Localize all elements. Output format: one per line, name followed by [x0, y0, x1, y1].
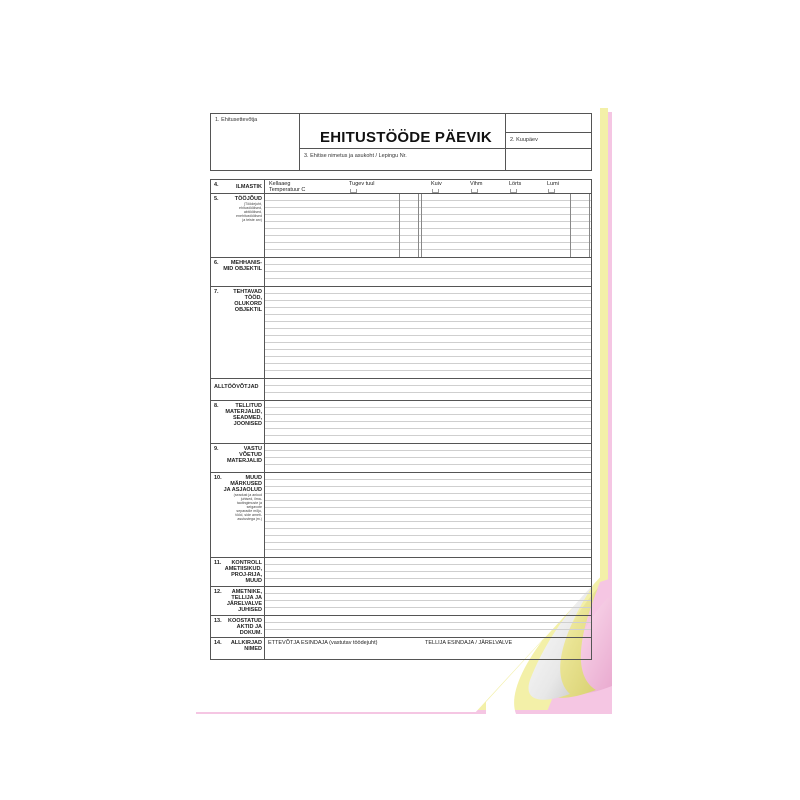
- weather-wind[interactable]: [349, 181, 374, 193]
- signatures-num: 14.: [214, 640, 222, 647]
- remarks-sublabel: (seadust ja ankud juhised, ilma- taotingimuste ja seigavote separadie mõju, tööd, side ameti- asutustega jm.): [233, 493, 262, 521]
- weather-rain-label: Vihm: [470, 181, 483, 187]
- works-num: 7.: [214, 289, 219, 295]
- remarks-label: MUUD MÄRKUSED JA ASJAOLUD: [223, 475, 262, 494]
- machinery-num: 6.: [214, 260, 219, 266]
- documents-lines[interactable]: [265, 616, 591, 637]
- instructions-section-label: [211, 587, 265, 615]
- weather-snow-label: Lumi: [547, 181, 559, 187]
- inspection-label: KONTROLL AMETIISIKUD, PROJ-RIJA, MUUD: [224, 560, 262, 585]
- workforce-num: 5.: [214, 196, 219, 202]
- form-title: EHITUSTÖÖDE PÄEVIK: [320, 129, 492, 146]
- signatures-section-label: [211, 638, 265, 659]
- wind-checkbox[interactable]: [350, 189, 357, 193]
- builder-label: 1. Ehitusettevõtja: [215, 117, 258, 123]
- remarks-num: 10.: [214, 475, 222, 481]
- inspection-section-label: [211, 558, 265, 586]
- workforce-section: [210, 194, 592, 258]
- client-signature-label: TELLIJA ESINDAJA / JÄRELVALVE: [425, 640, 513, 647]
- weather-rain[interactable]: [470, 181, 482, 193]
- works-lines[interactable]: [265, 287, 591, 378]
- site-field[interactable]: [299, 148, 506, 171]
- builder-field[interactable]: [210, 113, 300, 171]
- documents-num: 13.: [214, 618, 222, 624]
- signatures-fields[interactable]: [265, 638, 591, 659]
- subcontractors-section-label: [211, 379, 265, 400]
- received-materials-num: 9.: [214, 446, 219, 452]
- ordered-materials-lines[interactable]: [265, 401, 591, 443]
- instructions-label: AMETNIKE, TELLIJA JA JÄRELVALVE JUHISED: [226, 589, 262, 614]
- workforce-label: TÖÖJÕUD: [234, 196, 262, 202]
- remarks-section-label: [211, 473, 265, 557]
- instructions-num: 12.: [214, 589, 222, 595]
- ordered-materials-label: TELLITUD MATERJALID, SEADMED, JOONISED: [225, 403, 262, 428]
- ordered-materials-num: 8.: [214, 403, 219, 409]
- machinery-label: MEHHANIS- MID OBJEKTIL: [223, 260, 262, 273]
- weather-num: 4.: [214, 182, 219, 188]
- remarks-lines[interactable]: [265, 473, 591, 557]
- weather-temp: Temperatuur C: [269, 187, 306, 193]
- weather-sleet-label: Lörts: [509, 181, 522, 187]
- date-field[interactable]: [505, 132, 592, 149]
- machinery-section: [210, 258, 592, 287]
- machinery-section-label: [211, 258, 265, 286]
- inspection-lines[interactable]: [265, 558, 591, 586]
- received-materials-lines[interactable]: [265, 444, 591, 472]
- inspection-num: 11.: [214, 560, 222, 566]
- signatures-section: [210, 638, 592, 660]
- weather-label: ILMASTIK: [236, 184, 262, 190]
- instructions-section: [210, 587, 592, 616]
- weather-fields: [265, 180, 591, 193]
- sleet-checkbox[interactable]: [510, 189, 517, 193]
- received-materials-section-label: [211, 444, 265, 472]
- workforce-section-label: [211, 194, 265, 257]
- weather-dry[interactable]: [431, 181, 442, 193]
- form-header: [210, 113, 592, 171]
- machinery-lines[interactable]: [265, 258, 591, 286]
- rain-checkbox[interactable]: [471, 189, 478, 193]
- header-blank-cell: [505, 113, 592, 133]
- site-label: 3. Ehitise nimetus ja asukoht / Lepingu Nr.: [304, 153, 407, 159]
- weather-section-label: [211, 180, 265, 193]
- dry-checkbox[interactable]: [432, 189, 439, 193]
- weather-section: [210, 179, 592, 194]
- ordered-materials-section-label: [211, 401, 265, 443]
- date-value-cell[interactable]: [505, 148, 592, 171]
- weather-wind-label: Tugev tuul: [349, 181, 375, 187]
- received-materials-label: VASTU VÕETUD MATERJALID: [226, 446, 262, 465]
- contractor-signature-label: ETTEVÕTJA ESINDAJA (vastutav töödejuht): [268, 640, 378, 647]
- works-section-label: [211, 287, 265, 378]
- weather-snow[interactable]: [547, 181, 559, 193]
- received-materials-section: [210, 444, 592, 473]
- snow-checkbox[interactable]: [548, 189, 555, 193]
- construction-diary-form: [210, 113, 592, 660]
- remarks-section: [210, 473, 592, 558]
- weather-time: Kellaaeg: [269, 181, 291, 187]
- works-section: [210, 287, 592, 379]
- subcontractors-section: [210, 379, 592, 401]
- date-label: 2. Kuupäev: [510, 137, 538, 143]
- title-box: [299, 113, 506, 149]
- workforce-sublabel: (Töödejuht, ehitustöölised, abitöölised, enehitustöölised ja teiste arv): [236, 202, 262, 222]
- signatures-label: ALLKIRJAD NIMED: [230, 640, 262, 653]
- workforce-lines[interactable]: [265, 194, 591, 257]
- weather-dry-label: Kuiv: [431, 181, 442, 187]
- instructions-lines[interactable]: [265, 587, 591, 615]
- documents-section: [210, 616, 592, 638]
- works-label: TEHTAVAD TÖÖD, OLUKORD OBJEKTIL: [233, 289, 262, 314]
- documents-label: KOOSTATUD AKTID JA DOKUM.: [227, 618, 262, 637]
- weather-sleet[interactable]: [509, 181, 521, 193]
- documents-section-label: [211, 616, 265, 637]
- subcontractors-label: ALLTÖÖVÕTJAD: [214, 384, 259, 390]
- ordered-materials-section: [210, 401, 592, 444]
- inspection-section: [210, 558, 592, 587]
- subcontractors-lines[interactable]: [265, 379, 591, 400]
